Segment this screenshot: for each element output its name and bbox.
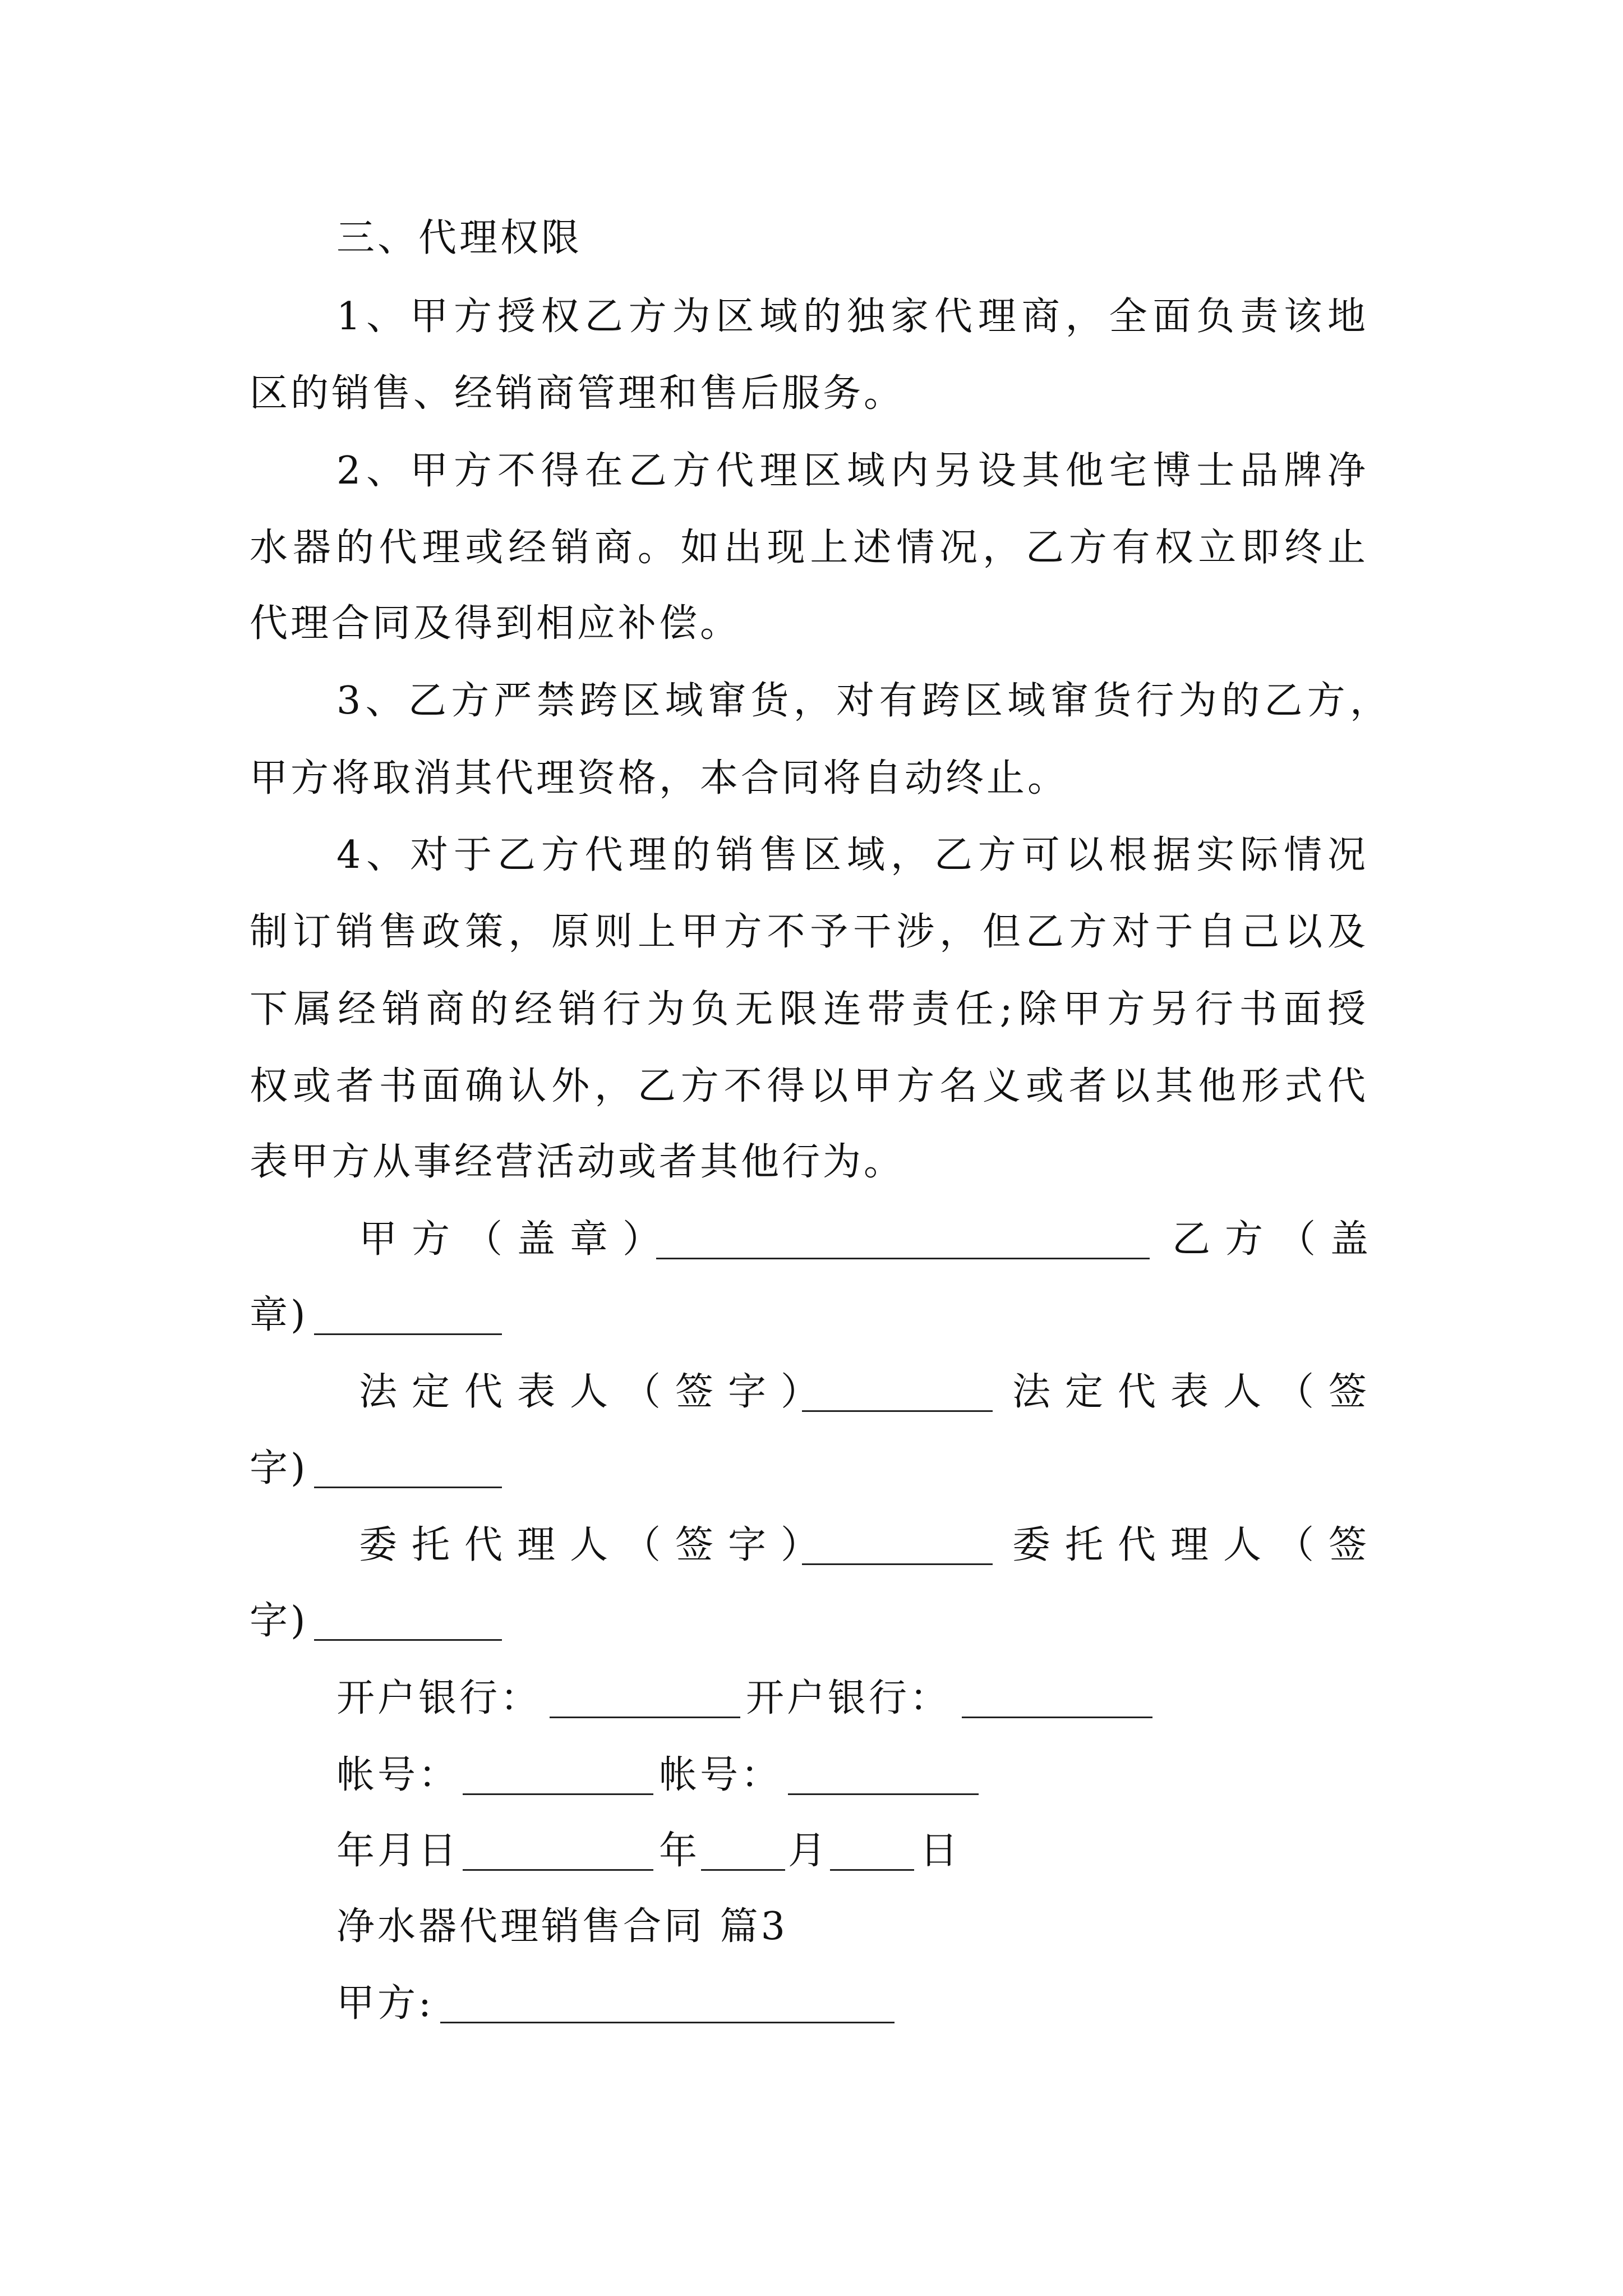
account-a-blank [463,1759,653,1795]
party-b-seal-blank [314,1299,502,1335]
bank-b-label: 开户银行： [746,1676,951,1720]
clause-4-line-1: 4、对于乙方代理的销售区域，乙方可以根据实际情况 [336,833,1368,877]
account-b-blank [788,1759,979,1795]
clause-4-line-5: 表甲方从事经营活动或者其他行为。 [250,1140,905,1184]
section-title: 三、代理权限 [336,216,583,260]
clause-2-line-3: 代理合同及得到相应补偿。 [250,601,741,646]
bank-a-blank [550,1682,740,1718]
legal-rep-b-blank [314,1452,502,1488]
clause-4-line-2: 制订销售政策，原则上甲方不予干涉，但乙方对于自己以及 [250,910,1368,954]
clause-1-line-1: 1、甲方授权乙方为区域的独家代理商，全面负责该地 [336,295,1368,339]
clause-2-line-1: 2、甲方不得在乙方代理区域内另设其他宅博士品牌净 [336,449,1368,493]
agent-b-blank [314,1604,502,1641]
account-b-label: 帐号： [659,1753,782,1797]
agent-b-label-cont: 字) [250,1599,308,1643]
party-b-seal-label: 乙方（盖 [1172,1217,1384,1262]
legal-rep-a-blank [802,1375,993,1412]
party-b-seal-label-cont: 章) [250,1293,308,1337]
date-month-blank [830,1834,914,1871]
clause-4-line-3: 下属经销商的经销行为负无限连带责任;除甲方另行书面授 [250,987,1368,1032]
party-a-blank [440,1987,895,2023]
next-contract-title: 净水器代理销售合同 篇3 [336,1904,788,1949]
clause-4-line-4: 权或者书面确认外，乙方不得以甲方名义或者以其他形式代 [250,1064,1368,1108]
clause-3-line-2: 甲方将取消其代理资格，本合同将自动终止。 [250,756,1069,800]
date-year-label: 年 [659,1829,700,1873]
date-a-label: 年月日 [336,1829,460,1873]
bank-a-label: 开户银行： [336,1676,542,1720]
party-a-seal-label: 甲方（盖章） [359,1217,676,1262]
legal-rep-b-label: 法定代表人（签 [1012,1370,1382,1414]
clause-2-line-2: 水器的代理或经销商。如出现上述情况，乙方有权立即终止 [250,526,1368,570]
bank-b-blank [962,1682,1152,1718]
account-a-label: 帐号： [336,1753,460,1797]
clause-3-line-1: 3、乙方严禁跨区域窜货，对有跨区域窜货行为的乙方， [336,679,1391,723]
agent-b-label: 委托代理人（签 [1012,1523,1382,1567]
party-a-seal-blank [656,1223,1150,1259]
legal-rep-b-label-cont: 字) [250,1446,308,1490]
legal-rep-a-label: 法定代表人（签字） [359,1370,834,1414]
date-a-blank [463,1834,653,1871]
clause-1-line-2: 区的销售、经销商管理和售后服务。 [250,371,905,416]
date-year-blank [701,1834,785,1871]
date-month-label: 月 [788,1829,829,1873]
agent-a-blank [802,1529,993,1565]
date-day-label: 日 [920,1829,961,1873]
agent-a-label: 委托代理人（签字） [359,1523,834,1567]
party-a-label: 甲方: [336,1981,434,2026]
